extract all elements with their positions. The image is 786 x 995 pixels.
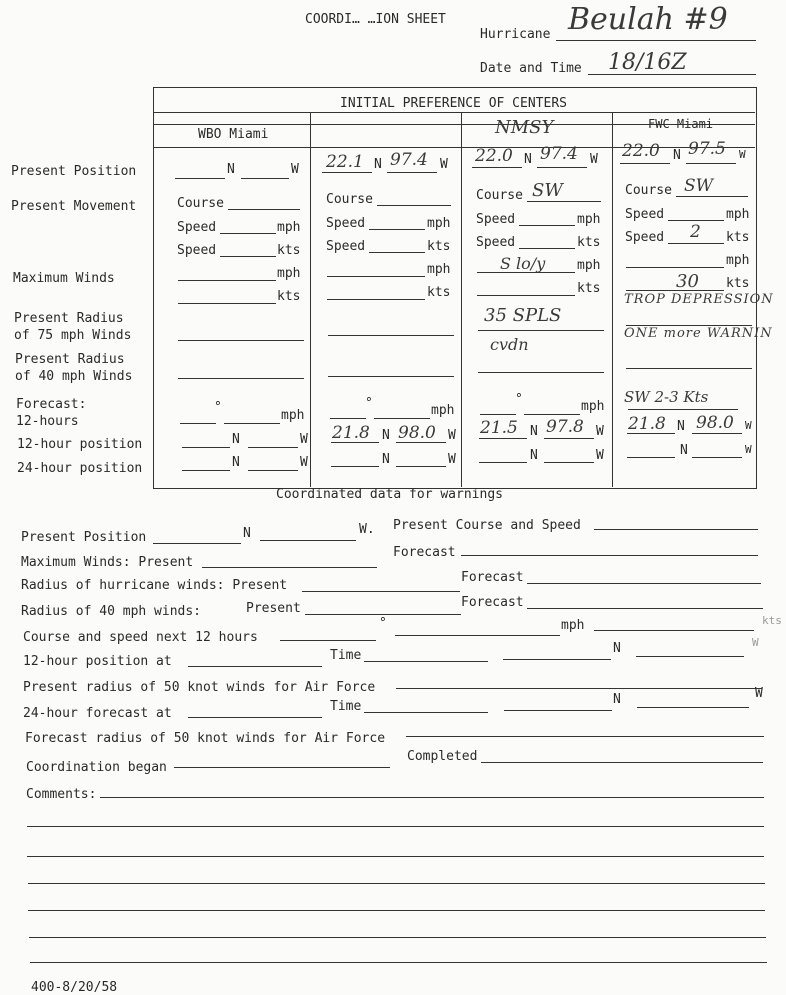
c4-lon: 97.5	[688, 139, 726, 159]
column-nmsy: NMSY	[495, 117, 554, 138]
cd-radius-hurricane-forecast: Forecast	[461, 570, 524, 585]
cd-radius40: Radius of 40 mph winds:	[21, 604, 202, 619]
hurricane-value: Beulah #9	[568, 2, 728, 37]
c4-lat: 22.0	[622, 141, 660, 161]
cd-24-hour-forecast: 24-hour forecast at	[23, 706, 172, 721]
cd-max-winds-forecast: Forecast	[393, 545, 456, 560]
c4-pos12-lat: 21.8	[628, 414, 666, 434]
c4-speed: 2	[690, 222, 701, 242]
comment-line	[29, 937, 766, 938]
c3-maxwind: S lo/y	[500, 254, 546, 273]
column-wbo-miami: WBO Miami	[198, 127, 269, 142]
label-radius40-1: Present Radius	[15, 352, 125, 367]
comment-line	[30, 962, 767, 963]
label-present-movement: Present Movement	[11, 199, 137, 214]
c2-pos12-lat: 21.8	[332, 423, 370, 443]
cd-comments: Comments:	[26, 787, 97, 802]
table-title-divider	[153, 112, 755, 113]
label-forecast: Forecast:	[16, 397, 87, 412]
cd-radius-hurricane: Radius of hurricane winds: Present	[21, 578, 288, 593]
comment-line	[28, 910, 765, 911]
coordinated-title: Coordinated data for warnings	[276, 487, 503, 502]
label-12-hour-position: 12-hour position	[17, 437, 143, 452]
c3-radius75: 35 SPLS	[484, 305, 562, 326]
hurricane-label: Hurricane	[480, 27, 551, 42]
cd-course-speed-12: Course and speed next 12 hours	[23, 630, 258, 645]
label-maximum-winds: Maximum Winds	[13, 271, 115, 286]
cd-12-hour-position: 12-hour position at	[23, 654, 172, 669]
c4-note-trop-depression: TROP DEPRESSION	[624, 292, 774, 307]
label-radius75-2: of 75 mph Winds	[14, 328, 132, 343]
label-radius75-1: Present Radius	[14, 311, 124, 326]
cd-radius40-forecast: Forecast	[461, 595, 524, 610]
table-title: INITIAL PREFERENCE OF CENTERS	[340, 96, 567, 111]
column-header-divider	[153, 147, 755, 148]
cd-forecast-radius50: Forecast radius of 50 knot winds for Air Force	[25, 731, 386, 746]
column-divider-3	[612, 112, 613, 487]
label-present-position: Present Position	[11, 164, 137, 179]
c2-pos12-lon: 98.0	[398, 423, 436, 443]
hurricane-line	[556, 40, 756, 41]
c3-pos12-lon: 97.8	[546, 417, 584, 437]
column-divider-2	[461, 112, 462, 487]
c3-lon: 97.4	[540, 144, 578, 164]
c4-note-one-more-warning: ONE more WARNIN	[624, 326, 773, 341]
column-divider-1	[310, 112, 311, 487]
cd-completed: Completed	[407, 749, 478, 764]
datetime-value: 18/16Z	[608, 50, 687, 75]
c3-pos12-lat: 21.5	[480, 418, 518, 438]
c4-course: SW	[684, 176, 714, 196]
c4-maxwind: 30	[676, 271, 699, 292]
label-radius40-2: of 40 mph Winds	[15, 369, 133, 384]
form-title: COORDI… …ION SHEET	[305, 12, 446, 27]
c4-forecast: SW 2-3 Kts	[624, 388, 709, 406]
form-number: 400-8/20/58	[31, 980, 118, 995]
label-24-hour-position: 24-hour position	[17, 461, 143, 476]
c4-pos12-lon: 98.0	[696, 413, 734, 433]
cd-coordination-began: Coordination began	[26, 760, 167, 775]
datetime-label: Date and Time	[480, 61, 582, 76]
c3-lat: 22.0	[475, 146, 513, 166]
label-12-hours: 12-hours	[16, 414, 79, 429]
cd-max-winds-present: Maximum Winds: Present	[21, 555, 194, 570]
c3-course: SW	[532, 180, 563, 201]
column-fwc-miami: FWC Miami	[648, 117, 714, 131]
c2-lon: 97.4	[390, 150, 428, 170]
cd-radius50-air-force: Present radius of 50 knot winds for Air Force	[23, 680, 376, 695]
comment-line	[27, 826, 764, 827]
c3-radius40: cvdn	[490, 335, 529, 354]
comment-line	[100, 797, 764, 798]
c2-lat: 22.1	[326, 152, 364, 172]
cd-present-course-speed: Present Course and Speed	[393, 518, 581, 533]
comment-line	[27, 856, 764, 857]
comment-line	[28, 883, 765, 884]
cd-present-position: Present Position	[21, 530, 147, 545]
